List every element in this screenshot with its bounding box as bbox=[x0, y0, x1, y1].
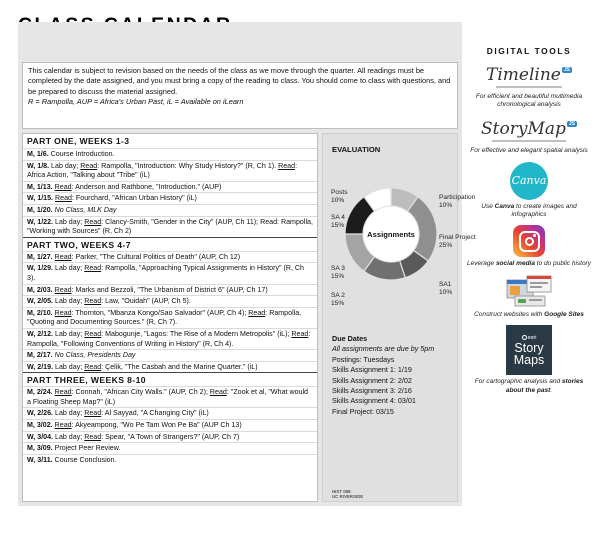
schedule-entry bbox=[23, 262, 317, 283]
schedule-entry bbox=[23, 181, 317, 193]
entry-text: : Fourchard, "African Urban History" (iL) bbox=[71, 194, 197, 203]
entry-date: W, 1/15. bbox=[27, 194, 54, 203]
esri-storymaps-logo[interactable]: esri Story Maps bbox=[506, 325, 552, 375]
due-line: Skills Assignment 3: 2/16 bbox=[332, 386, 412, 396]
entry-date: W, 1/22. bbox=[27, 217, 54, 226]
storymap-caption: For effective and elegant spatial analysis bbox=[470, 147, 588, 155]
schedule-entry bbox=[23, 192, 317, 204]
read-label: Read bbox=[54, 388, 72, 397]
course-stamp: HIST 088 UC RIVERSIDE bbox=[332, 489, 364, 499]
calendar-panel bbox=[18, 22, 476, 506]
entry-text: : Thornton, "Mbanza Kongo/Sao Salvador" (AUP, Ch 4); bbox=[71, 308, 249, 317]
read-label: Read bbox=[209, 388, 227, 397]
entry-date: M, 1/20. bbox=[27, 205, 53, 214]
due-dates-note: All assignments are due by 5pm bbox=[332, 344, 435, 354]
label-sa1: SA1 10% bbox=[439, 281, 453, 297]
schedule-entry bbox=[23, 284, 317, 296]
entry-text: Lab day; bbox=[53, 297, 85, 306]
evaluation-title: EVALUATION bbox=[332, 145, 381, 154]
read-label: Read bbox=[55, 194, 72, 203]
entry-date: W, 2/05. bbox=[27, 297, 54, 306]
entry-text: : Akyeampong, "Wo Pe Tam Won Pe Ba" (AUP Ch 13) bbox=[71, 421, 242, 430]
label-participation: Participation 10% bbox=[439, 194, 476, 210]
entry-date: W, 2/26. bbox=[27, 409, 54, 418]
entry-date: W, 2/19. bbox=[27, 362, 54, 371]
read-label: Read bbox=[84, 264, 102, 273]
schedule-entry bbox=[23, 328, 317, 349]
storymap-logo[interactable]: StoryMap JS bbox=[481, 119, 575, 140]
due-dates bbox=[332, 334, 456, 417]
evaluation-panel bbox=[322, 133, 476, 502]
digital-tools-heading: DIGITAL TOOLS bbox=[486, 46, 572, 56]
entry-text: : Spear, "A Town of Strangers?" (AUP, Ch 7) bbox=[101, 432, 240, 441]
entry-text: Course Introduction. bbox=[48, 150, 115, 158]
entry-text: Course Conclusion. bbox=[52, 455, 117, 464]
schedule-entry bbox=[23, 442, 317, 454]
label-sa2: SA 2 15% bbox=[331, 292, 345, 308]
entry-date: M, 2/17. bbox=[27, 351, 53, 360]
storymaps-caption: For cartographic analysis and stories about the past. bbox=[474, 378, 584, 394]
schedule-entry bbox=[23, 386, 317, 407]
read-label: Read bbox=[84, 329, 102, 338]
read-label: Read bbox=[54, 182, 72, 191]
entry-text: : Çelik, "The Casbah and the Marine Quarter." (iL) bbox=[101, 362, 258, 371]
read-label: Read bbox=[80, 161, 98, 170]
read-label: Read bbox=[54, 252, 72, 261]
schedule-entry bbox=[23, 454, 317, 466]
esri-brand: esri bbox=[522, 335, 537, 341]
read-label: Read bbox=[54, 308, 72, 317]
entry-date: W, 3/04. bbox=[27, 432, 54, 441]
due-dates-heading: Due Dates bbox=[332, 334, 368, 343]
read-label: Read bbox=[84, 217, 102, 226]
donut-center-label: Assignments bbox=[367, 230, 415, 239]
schedule-entry bbox=[23, 419, 317, 431]
entry-text: : Anderson and Rathbone, "Introduction." (AUP) bbox=[71, 182, 222, 191]
entry-text: : Africa Action, "Talking about "Tribe" (iL) bbox=[27, 161, 298, 180]
entry-text: : "Zook et al, "What would a Floating Sheep Map?" (iL) bbox=[27, 388, 308, 406]
tool-canva[interactable] bbox=[466, 162, 592, 219]
entry-date: W, 3/11. bbox=[27, 455, 53, 464]
digital-tools-column bbox=[466, 46, 592, 395]
entry-date: W, 2/12. bbox=[27, 329, 54, 338]
read-label: Read bbox=[291, 329, 309, 338]
instagram-icon[interactable] bbox=[513, 225, 545, 257]
websites-illustration-icon[interactable] bbox=[503, 274, 555, 308]
schedule-entry bbox=[23, 148, 317, 160]
entry-text: : Rampolla, "Quoting and Documenting Sources." (R, Ch 7). bbox=[27, 308, 302, 327]
read-label: Read bbox=[278, 161, 296, 170]
entry-text: Lab day; bbox=[53, 362, 85, 371]
week-heading: PART THREE, WEEKS 8-10 bbox=[23, 372, 317, 386]
tool-google-sites[interactable] bbox=[466, 274, 592, 319]
tool-storymaps[interactable] bbox=[466, 325, 592, 394]
schedule-entry bbox=[23, 431, 317, 443]
canva-caption: Use Canva to create images and infographics bbox=[481, 202, 577, 218]
read-label: Read bbox=[84, 409, 102, 418]
read-label: Read bbox=[84, 432, 102, 441]
tool-storymap[interactable] bbox=[466, 116, 592, 155]
label-final-project: Final Project 25% bbox=[439, 234, 476, 250]
entry-text: : Parker, "The Cultural Politics of Death" (AUP, Ch 12) bbox=[71, 252, 241, 261]
schedule-entry bbox=[23, 251, 317, 263]
social-caption: Leverage social media to do public history bbox=[467, 260, 591, 268]
entry-text: : Marks and Bezzoli, "The Urbanism of District 6" (AUP, Ch 17) bbox=[71, 285, 268, 294]
schedule-entry bbox=[23, 349, 317, 361]
entry-text: : Al Sayyad, "A Changing City" (iL) bbox=[101, 409, 209, 418]
entry-text: : Clancy-Smith, "Gender in the City" (AUP, Ch 11); Read: Rampolla, "Working with Sources" (R, Ch 2) bbox=[27, 217, 313, 236]
canva-logo-icon[interactable]: Canva bbox=[510, 162, 548, 200]
google-sites-caption: Construct websites with Google Sites bbox=[474, 311, 584, 319]
entry-date: M, 2/03. bbox=[27, 285, 53, 294]
due-line: Skills Assignment 2: 2/02 bbox=[332, 375, 412, 385]
entry-text: : Connah, "African City Walls." (AUP, Ch 2); bbox=[71, 388, 210, 397]
schedule-entry bbox=[23, 160, 317, 181]
schedule-entry bbox=[23, 407, 317, 419]
schedule-entry bbox=[23, 216, 317, 237]
due-line: Postings: Tuesdays bbox=[332, 354, 395, 364]
entry-text: No Class, MLK Day bbox=[52, 205, 117, 214]
entry-text: Lab day; bbox=[53, 217, 85, 226]
label-posts: Posts 10% bbox=[331, 189, 348, 205]
schedule-entry bbox=[23, 295, 317, 307]
due-line: Skills Assignment 4: 03/01 bbox=[332, 396, 416, 406]
entry-text: : Law, "Ouidah" (AUP, Ch 5). bbox=[101, 297, 191, 306]
entry-text: Project Peer Review. bbox=[52, 444, 121, 453]
schedule-entry bbox=[23, 307, 317, 328]
entry-text: : Rampolla, "Following Conventions of Writing in History" (R, Ch 4). bbox=[27, 329, 311, 348]
tool-instagram[interactable] bbox=[466, 225, 592, 268]
read-label: Read bbox=[54, 421, 72, 430]
schedule-entry bbox=[23, 361, 317, 373]
timeline-logo[interactable]: Timeline JS bbox=[486, 65, 570, 85]
entry-text: Lab day; bbox=[53, 329, 85, 338]
read-label: Read bbox=[54, 285, 72, 294]
entry-text: Lab day; bbox=[49, 161, 81, 170]
read-label: Read bbox=[84, 297, 102, 306]
entry-date: M, 1/6. bbox=[27, 150, 49, 158]
entry-date: M, 3/02. bbox=[27, 421, 53, 430]
intro-legend: R = Rampolla, AUP = Africa's Urban Past, iL = Available on iLearn bbox=[28, 96, 244, 106]
entry-date: W, 1/29. bbox=[27, 264, 54, 273]
intro-text: This calendar is subject to revision based on the needs of the class as we move through the quarter. All readings must be completed by the date assigned, and you must bring a copy of the reading to class. You should come to class with questions, and be prepared to discuss the material assigned. bbox=[28, 66, 451, 96]
entry-text: : Mabogunje, "Lagos: The Rise of a Modern Metropolis" (iL); bbox=[101, 329, 292, 338]
week-heading: PART TWO, WEEKS 4-7 bbox=[23, 237, 317, 251]
schedule-entry bbox=[23, 204, 317, 216]
tool-timeline[interactable] bbox=[466, 62, 592, 109]
entry-text: : Rampolla, "Introduction: Why Study History?" (R, Ch 1). bbox=[97, 161, 279, 170]
entry-date: M, 2/10. bbox=[27, 308, 53, 317]
storymap-underline bbox=[492, 140, 566, 142]
entry-text: Lab day; bbox=[53, 432, 85, 441]
entry-text: : Rampolla, "Approaching Typical Assignments in History" (R, Ch 3). bbox=[27, 264, 304, 282]
due-line: Final Project: 03/15 bbox=[332, 406, 394, 416]
read-label: Read bbox=[84, 362, 102, 371]
entry-date: M, 1/27. bbox=[27, 252, 53, 261]
timeline-underline bbox=[496, 86, 562, 88]
label-sa3: SA 3 15% bbox=[331, 265, 345, 281]
entry-date: M, 3/09. bbox=[27, 444, 53, 453]
entry-date: M, 2/24. bbox=[27, 388, 53, 397]
read-label: Read bbox=[248, 308, 266, 317]
schedule-list bbox=[22, 133, 318, 502]
entry-text: Lab day; bbox=[53, 409, 85, 418]
entry-text: No Class, Presidents Day bbox=[52, 351, 136, 360]
entry-date: M, 1/13. bbox=[27, 182, 53, 191]
intro-box bbox=[22, 62, 458, 129]
entry-text: Lab day; bbox=[53, 264, 85, 273]
label-sa4: SA 4 15% bbox=[331, 214, 345, 230]
timeline-caption: For efficient and beautiful multimedia chronological analysis bbox=[475, 93, 583, 109]
week-heading: PART ONE, WEEKS 1-3 bbox=[27, 136, 130, 146]
due-line: Skills Assignment 1: 1/19 bbox=[332, 365, 412, 375]
entry-date: W, 1/8. bbox=[27, 161, 50, 170]
